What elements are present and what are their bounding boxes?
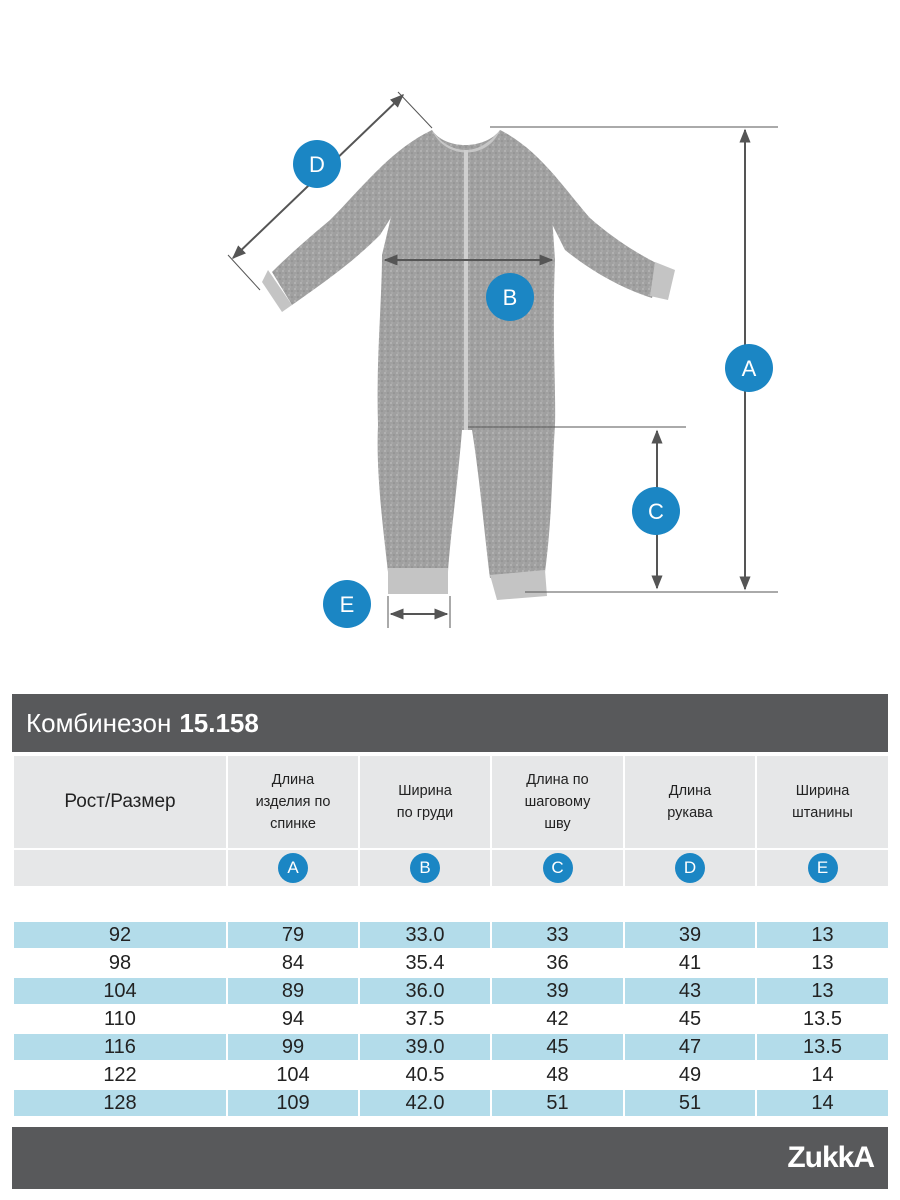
cell: 36.0 <box>359 977 491 1005</box>
cell: 43 <box>624 977 756 1005</box>
table-row <box>13 1089 889 1117</box>
cell: 40.5 <box>359 1061 491 1089</box>
cell: 94 <box>227 1005 359 1033</box>
header-sleeve-length: Длина рукава <box>624 755 756 849</box>
cell: 48 <box>491 1061 624 1089</box>
letter-cell-empty <box>13 849 227 887</box>
cell: 110 <box>13 1005 227 1033</box>
jumpsuit-body <box>262 130 675 600</box>
table-row <box>13 1061 889 1089</box>
cell: 47 <box>624 1033 756 1061</box>
cell: 42.0 <box>359 1089 491 1117</box>
cell: 14 <box>756 1089 889 1117</box>
header-inseam-length: Длина по шаговому шву <box>491 755 624 849</box>
cell: 35.4 <box>359 949 491 977</box>
table-row <box>13 1005 889 1033</box>
cell: 89 <box>227 977 359 1005</box>
table-header-row <box>13 755 889 849</box>
table-row <box>13 1033 889 1061</box>
table-letter-row <box>13 849 889 887</box>
cell: 92 <box>13 921 227 949</box>
cell: 79 <box>227 921 359 949</box>
size-table <box>12 754 890 1118</box>
badge-a <box>725 344 773 392</box>
table-row <box>13 977 889 1005</box>
badge-e <box>323 580 371 628</box>
letter-cell-a <box>227 849 359 887</box>
cell: 39 <box>491 977 624 1005</box>
cell: 45 <box>624 1005 756 1033</box>
brand-logo: ZukkA <box>787 1141 874 1174</box>
cell: 122 <box>13 1061 227 1089</box>
letter-badge-d: D <box>675 853 705 883</box>
cell: 84 <box>227 949 359 977</box>
letter-cell-c <box>491 849 624 887</box>
cell: 33 <box>491 921 624 949</box>
cell: 98 <box>13 949 227 977</box>
svg-text:D: D <box>309 152 325 177</box>
badge-b <box>486 273 534 321</box>
cell: 14 <box>756 1061 889 1089</box>
product-title-bar <box>12 694 888 752</box>
cell: 39.0 <box>359 1033 491 1061</box>
cell: 39 <box>624 921 756 949</box>
header-size: Рост/Размер <box>13 755 227 849</box>
footer-bar <box>12 1127 888 1189</box>
svg-text:E: E <box>339 592 355 617</box>
table-row <box>13 921 889 949</box>
cell: 49 <box>624 1061 756 1089</box>
cell: 51 <box>491 1089 624 1117</box>
badge-d <box>293 140 341 188</box>
header-leg-width: Ширина штанины <box>756 755 889 849</box>
cell: 116 <box>13 1033 227 1061</box>
cell: 51 <box>624 1089 756 1117</box>
cell: 13 <box>756 921 889 949</box>
letter-cell-e <box>756 849 889 887</box>
cell: 109 <box>227 1089 359 1117</box>
svg-text:C: C <box>648 499 664 524</box>
letter-badge-b: B <box>410 853 440 883</box>
svg-text:A: A <box>741 356 757 381</box>
cell: 104 <box>13 977 227 1005</box>
letter-badge-e: E <box>808 853 838 883</box>
header-chest-width: Ширина по груди <box>359 755 491 849</box>
cell: 13 <box>756 949 889 977</box>
cell: 41 <box>624 949 756 977</box>
letter-cell-b <box>359 849 491 887</box>
cell: 36 <box>491 949 624 977</box>
product-name: Комбинезон <box>26 707 172 738</box>
cell: 13.5 <box>756 1005 889 1033</box>
cell: 42 <box>491 1005 624 1033</box>
badge-c <box>632 487 680 535</box>
cell: 45 <box>491 1033 624 1061</box>
cell: 104 <box>227 1061 359 1089</box>
header-length-back: Длина изделия по спинке <box>227 755 359 849</box>
cell: 99 <box>227 1033 359 1061</box>
table-row <box>13 949 889 977</box>
svg-text:B: B <box>502 285 518 310</box>
cell: 13.5 <box>756 1033 889 1061</box>
letter-badge-c: C <box>543 853 573 883</box>
cell: 37.5 <box>359 1005 491 1033</box>
product-model: 15.158 <box>179 707 259 738</box>
letter-badge-a: A <box>278 853 308 883</box>
letter-cell-d <box>624 849 756 887</box>
cell: 128 <box>13 1089 227 1117</box>
cell: 33.0 <box>359 921 491 949</box>
cell: 13 <box>756 977 889 1005</box>
